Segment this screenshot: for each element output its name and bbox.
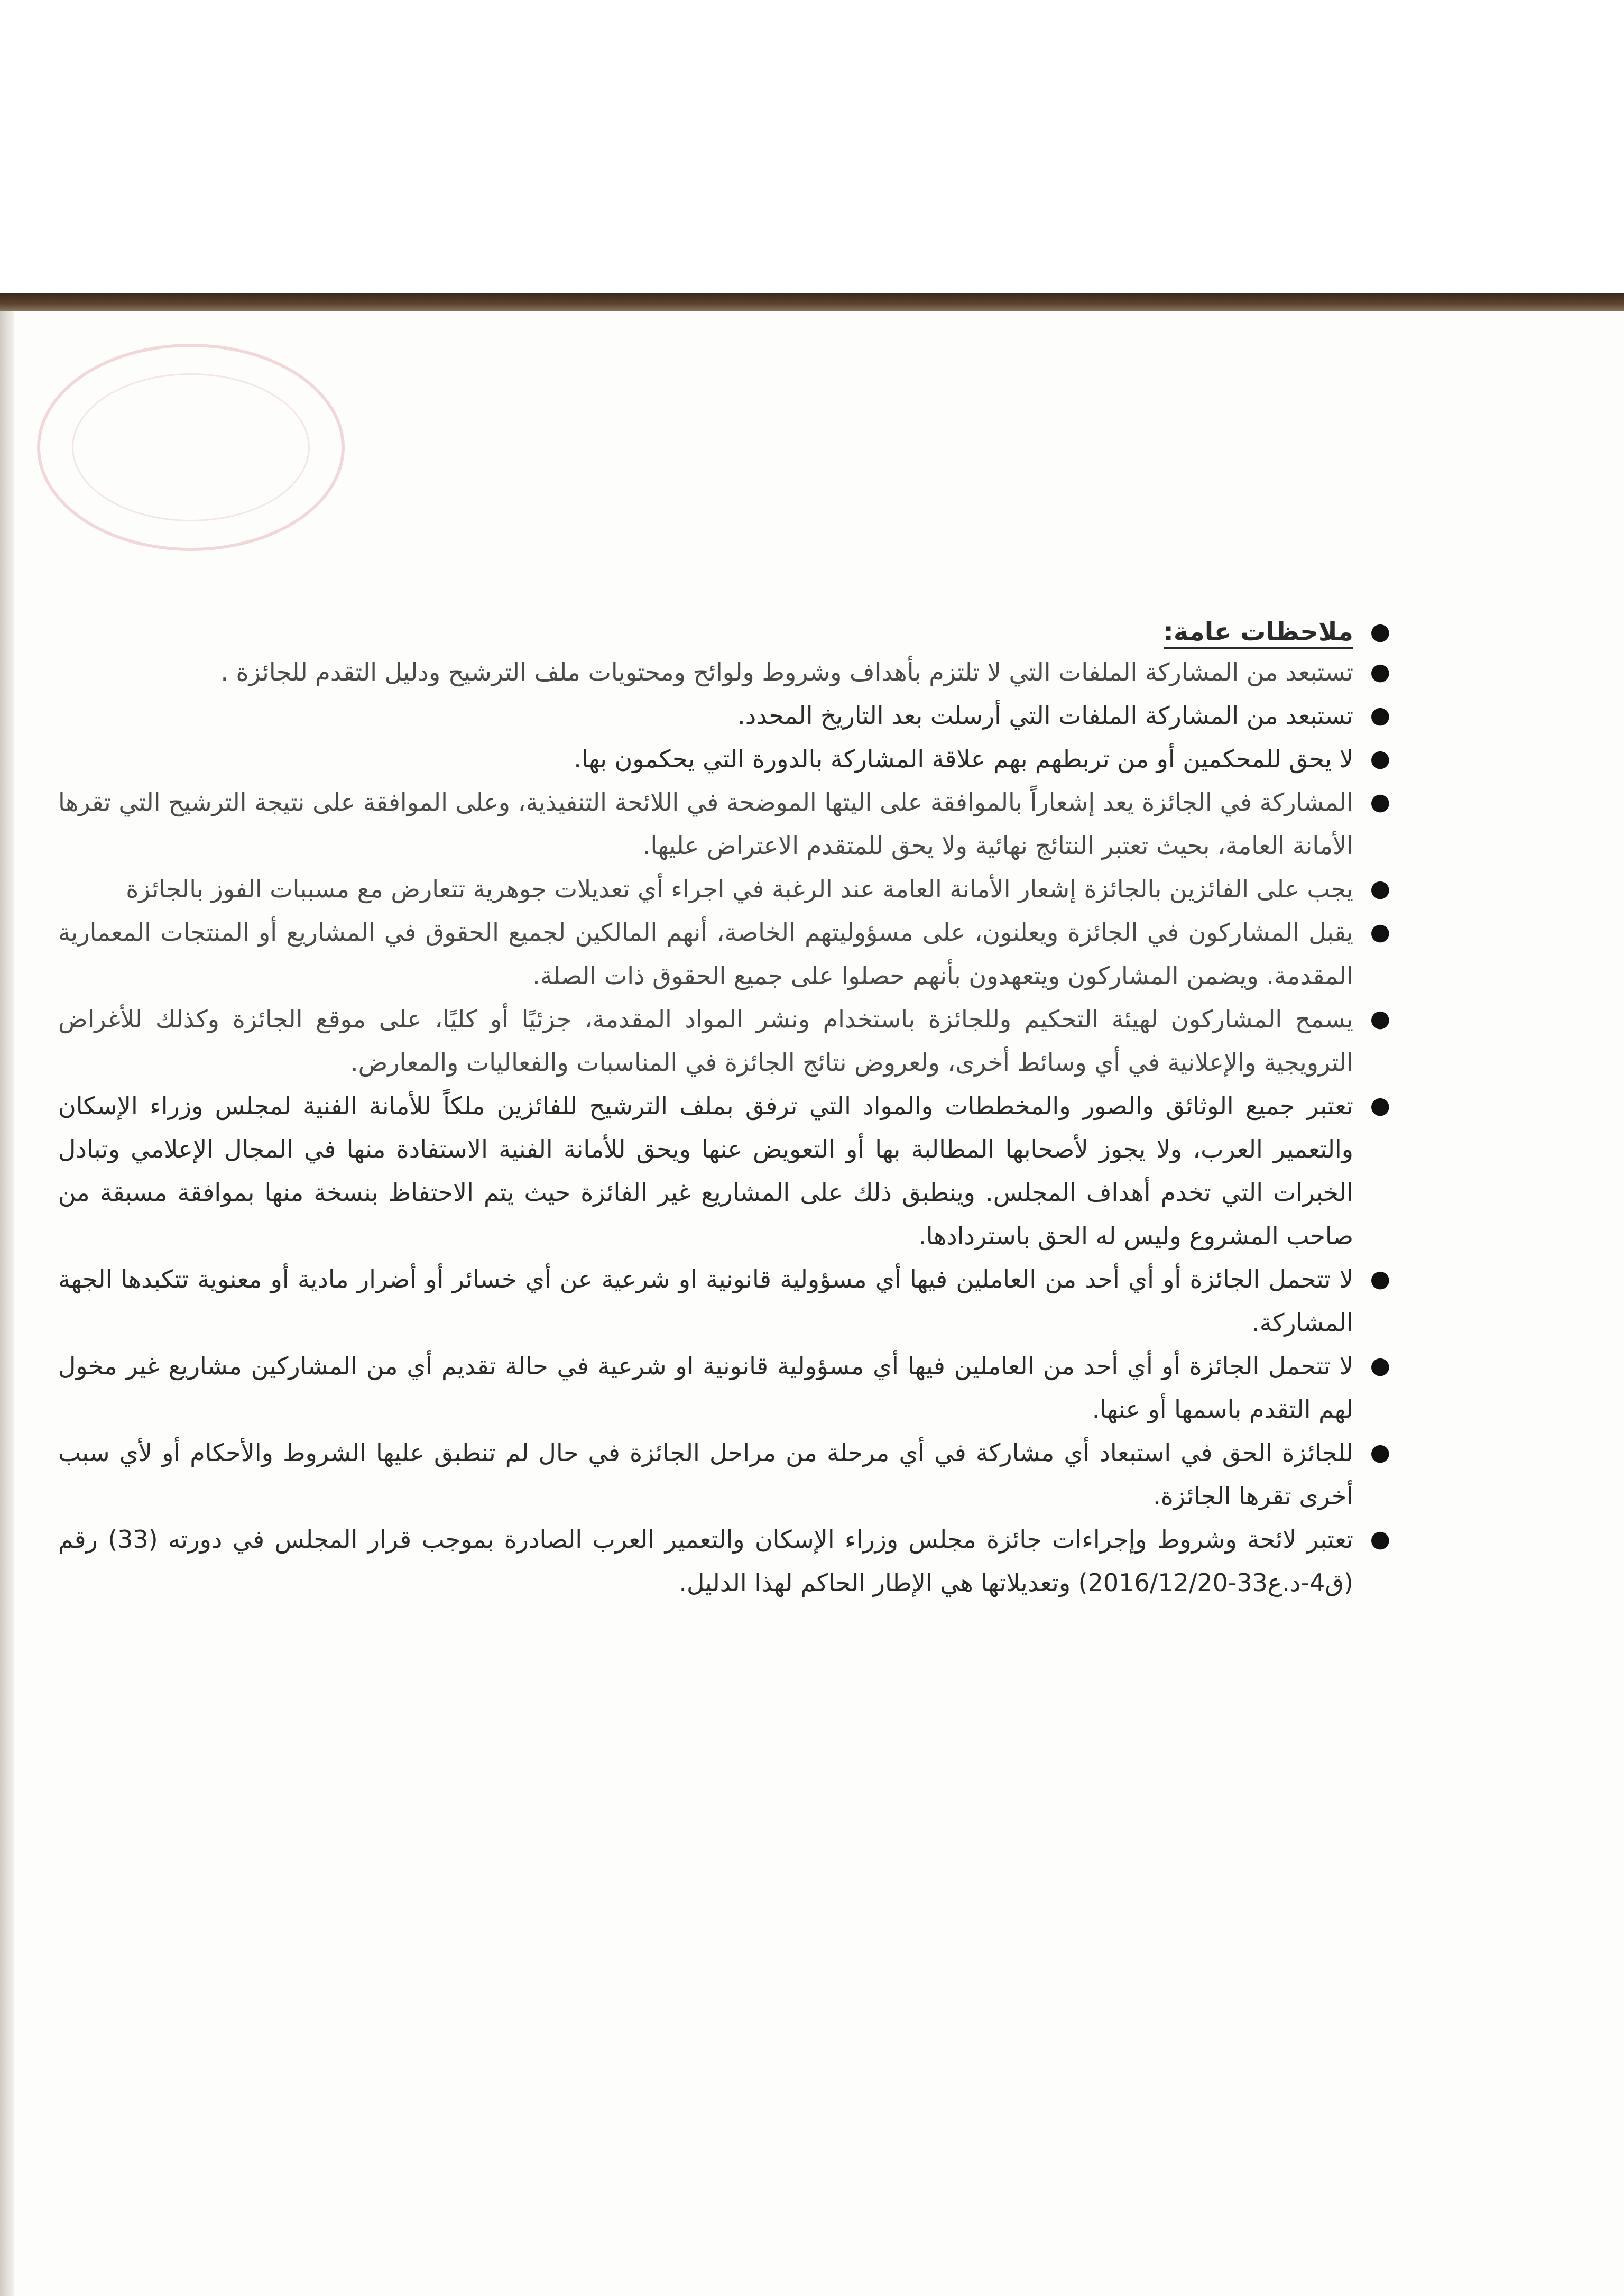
paper-top-edge (0, 293, 1624, 311)
note-text: للجائزة الحق في استبعاد أي مشاركة في أي مرحلة من مراحل الجائزة في حال لم تنطبق عليها الشروط والأحكام أو لأي سبب أخرى تقرها الجائزة. (58, 1438, 1353, 1510)
page-top-margin (0, 0, 1624, 293)
faded-stamp (37, 344, 345, 551)
note-text: المشاركة في الجائزة يعد إشعاراً بالموافقة على اليتها الموضحة في اللائحة التنفيذية، وعلى الموافقة على نتيجة الترشيح التي تقرها الأمانة العامة، بحيث تعتبر النتائج نهائية ولا يحق للمتقدم الاعتراض عليها. (58, 788, 1353, 860)
bullet-icon: ● (1370, 1005, 1390, 1032)
list-item (58, 1344, 1390, 1431)
note-text: لا تتحمل الجائزة أو أي أحد من العاملين فيها أي مسؤولية قانونية او شرعية في حالة تقديم أي من المشاركين مشاريع غير مخول لهم التقدم باسمها أو عنها. (58, 1352, 1353, 1423)
bullet-icon: ● (1370, 658, 1390, 685)
bullet-icon: ● (1370, 875, 1390, 902)
notes-heading (58, 613, 1390, 650)
bullet-icon: ● (1370, 919, 1390, 945)
bullet-icon: ● (1370, 702, 1390, 729)
note-text: تستبعد من المشاركة الملفات التي لا تلتزم بأهداف وشروط ولوائح ومحتويات ملف الترشيح ودليل التقدم للجائزة . (220, 658, 1353, 686)
note-text: لا يحق للمحكمين أو من تربطهم بهم علاقة المشاركة بالدورة التي يحكمون بها. (574, 745, 1353, 773)
bullet-icon: ● (1370, 1439, 1390, 1466)
list-item (58, 1084, 1390, 1257)
bullet-icon: ● (1370, 788, 1390, 815)
note-text: لا تتحمل الجائزة أو أي أحد من العاملين فيها أي مسؤولية قانونية او شرعية عن أي خسائر أو أضرار مادية أو معنوية تتكبدها الجهة المشاركة. (58, 1265, 1353, 1337)
list-item (58, 997, 1390, 1084)
note-text: يقبل المشاركون في الجائزة ويعلنون، على مسؤوليتهم الخاصة، أنهم المالكين لجميع الحقوق في المشاريع أو المنتجات المعمارية المقدمة. ويضمن المشاركون ويتعهدون بأنهم حصلوا على جميع الحقوق ذات الصلة. (58, 918, 1353, 990)
list-item (58, 1257, 1390, 1344)
paper-left-shadow (0, 311, 14, 2296)
list-item (58, 867, 1390, 911)
note-text: يجب على الفائزين بالجائزة إشعار الأمانة العامة عند الرغبة في اجراء أي تعديلات جوهرية تتعارض مع مسببات الفوز بالجائزة (126, 875, 1353, 903)
notes-heading-text: ملاحظات عامة: (1164, 617, 1353, 649)
bullet-icon: ● (1370, 1092, 1390, 1119)
bullet-icon: ● (1370, 745, 1390, 772)
bullet-icon: ● (1370, 1526, 1390, 1553)
bullet-icon: ● (1370, 618, 1390, 645)
list-item (58, 737, 1390, 780)
list-item (58, 1431, 1390, 1518)
list-item (58, 694, 1390, 737)
note-text: تستبعد من المشاركة الملفات التي أرسلت بعد التاريخ المحدد. (737, 701, 1353, 730)
general-notes-section (58, 613, 1390, 1604)
list-item (58, 650, 1390, 694)
notes-list (58, 650, 1390, 1604)
note-text: تعتبر لائحة وشروط وإجراءات جائزة مجلس وزراء الإسكان والتعمير العرب الصادرة بموجب قرار المجلس في دورته (33) رقم (ق4-د.ع33-2016/12/20) وتعديلاتها هي الإطار الحاكم لهذا الدليل. (58, 1525, 1353, 1597)
bullet-icon: ● (1370, 1265, 1390, 1292)
list-item (58, 780, 1390, 867)
bullet-icon: ● (1370, 1352, 1390, 1379)
note-text: يسمح المشاركون لهيئة التحكيم وللجائزة باستخدام ونشر المواد المقدمة، جزئيًا أو كليًا، على موقع الجائزة وكذلك للأغراض الترويجية والإعلانية في أي وسائط أخرى، ولعروض نتائج الجائزة في المناسبات والفعاليات والمعارض. (58, 1005, 1353, 1077)
list-item (58, 1518, 1390, 1604)
list-item (58, 911, 1390, 997)
note-text: تعتبر جميع الوثائق والصور والمخططات والمواد التي ترفق بملف الترشيح للفائزين ملكاً للأمانة الفنية لمجلس وزراء الإسكان والتعمير العرب، ولا يجوز لأصحابها المطالبة بها أو التعويض عنها ويحق للأمانة الفنية الاستفادة منها في المجال الإعلامي وتبادل الخبرات التي تخدم أهداف المجلس. وينطبق ذلك على المشاريع غير الفائزة حيث يتم الاحتفاظ بنسخة منها بموافقة مسبقة من صاحب المشروع وليس له الحق باستردادها. (58, 1091, 1353, 1250)
